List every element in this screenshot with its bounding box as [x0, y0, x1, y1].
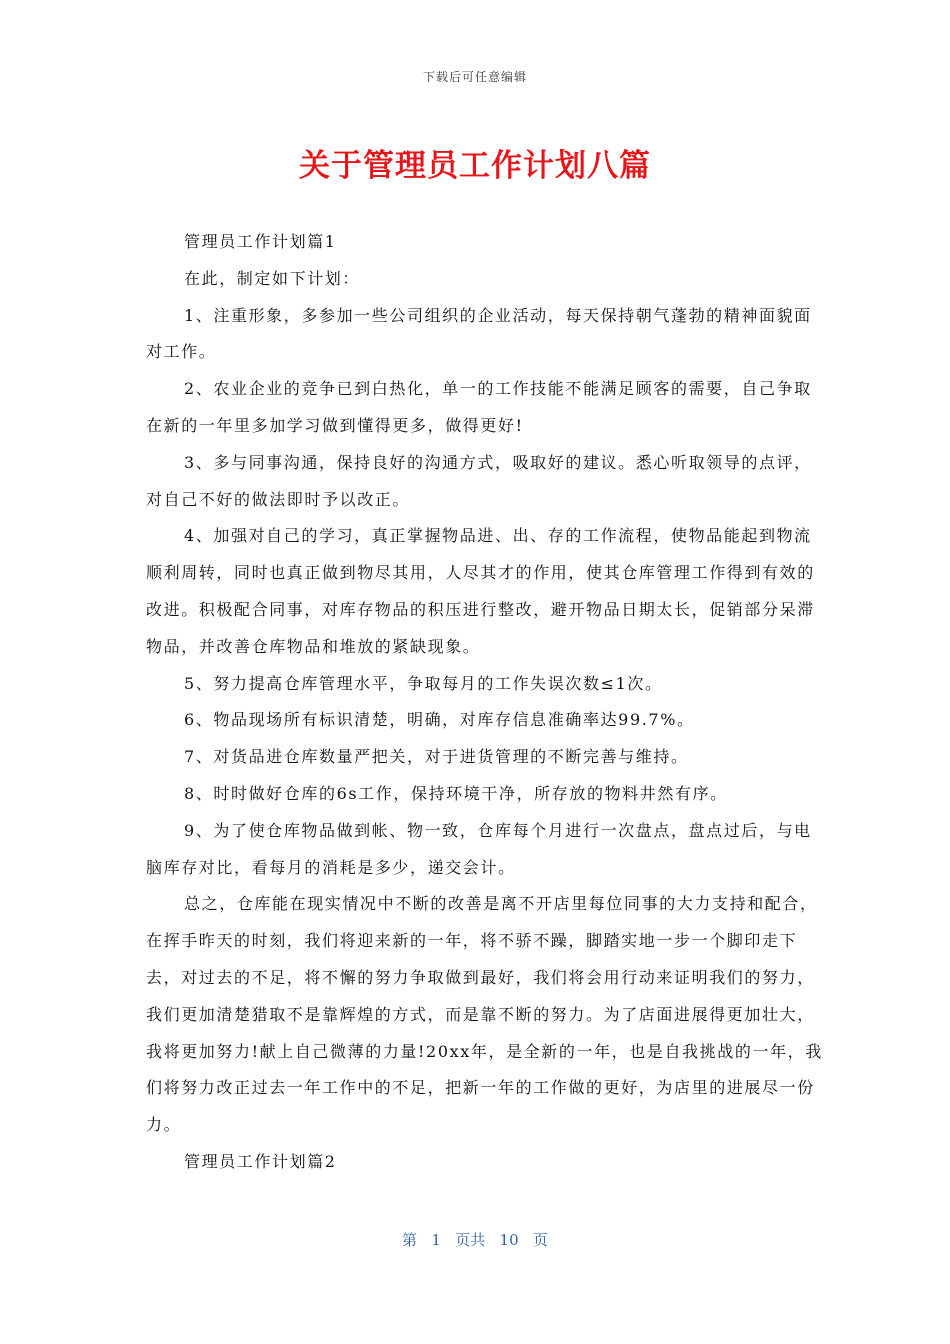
document-body: [146, 224, 826, 1181]
paragraph: 2、农业企业的竞争已到白热化，单一的工作技能不能满足顾客的需要，自己争取在新的一年里多加学习做到懂得更多，做得更好!: [146, 379, 812, 435]
footer-prefix: 第: [402, 1231, 418, 1249]
page-footer: [0, 1229, 950, 1250]
section-heading: 管理员工作计划篇2: [184, 1151, 337, 1171]
footer-suffix: 页: [532, 1231, 548, 1249]
paragraph: 3、多与同事沟通，保持良好的沟通方式，吸取好的建议。悉心听取领导的点评，对自己不好的做法即时予以改正。: [146, 452, 812, 509]
paragraph: 在此，制定如下计划：: [184, 268, 361, 288]
document-title: 关于管理员工作计划八篇: [299, 148, 651, 184]
paragraph: 7、对货品进仓库数量严把关，对于进货管理的不断完善与维持。: [184, 747, 689, 767]
paragraph: 6、物品现场所有标识清楚，明确，对库存信息准确率达99.7%。: [184, 710, 695, 730]
paragraph: 1、注重形象，多参加一些公司组织的企业活动，每天保持朝气蓬勃的精神面貌面对工作。: [146, 305, 812, 362]
header-note: 下载后可任意编辑: [422, 70, 527, 84]
footer-middle: 页共: [455, 1231, 486, 1249]
paragraph: 5、努力提高仓库管理水平，争取每月的工作失误次数≤1次。: [184, 673, 663, 693]
footer-total-pages: 10: [499, 1231, 519, 1249]
paragraph: 9、为了使仓库物品做到帐、物一致，仓库每个月进行一次盘点，盘点过后，与电脑库存对比，看每月的消耗是多少，递交会计。: [146, 820, 812, 877]
section-heading: 管理员工作计划篇1: [184, 232, 337, 251]
paragraph: 8、时时做好仓库的6s工作，保持环境干净，所存放的物料井然有序。: [184, 783, 728, 803]
paragraph: 4、加强对自己的学习，真正掌握物品进、出、存的工作流程，使物品能起到物流顺利周转，同时也真正做到物尽其用，人尽其才的作用，使其仓库管理工作得到有效的改进。积极配合同事，对库存物品的积压进行整改，避开物品日期太长，促销部分呆滞物品，并改善仓库物品和堆放的紧缺现象。: [146, 526, 815, 656]
paragraph: 总之，仓库能在现实情况中不断的改善是离不开店里每位同事的大力支持和配合，在挥手昨天的时刻，我们将迎来新的一年，将不骄不躁，脚踏实地一步一个脚印走下去，对过去的不足，将不懈的努力争取做到最好，我们将会用行动来证明我们的努力，我们更加清楚猎取不是靠辉煌的方式，而是靠不断的努力。为了店面进展得更加壮大，我将更加努力!献上自己微薄的力量!20xx年，是全新的一年，也是自我挑战的一年，我们将努力改正过去一年工作中的不足，把新一年的工作做的更好，为店里的进展尽一份力。: [146, 894, 823, 1135]
footer-page-number: 1: [431, 1231, 441, 1249]
